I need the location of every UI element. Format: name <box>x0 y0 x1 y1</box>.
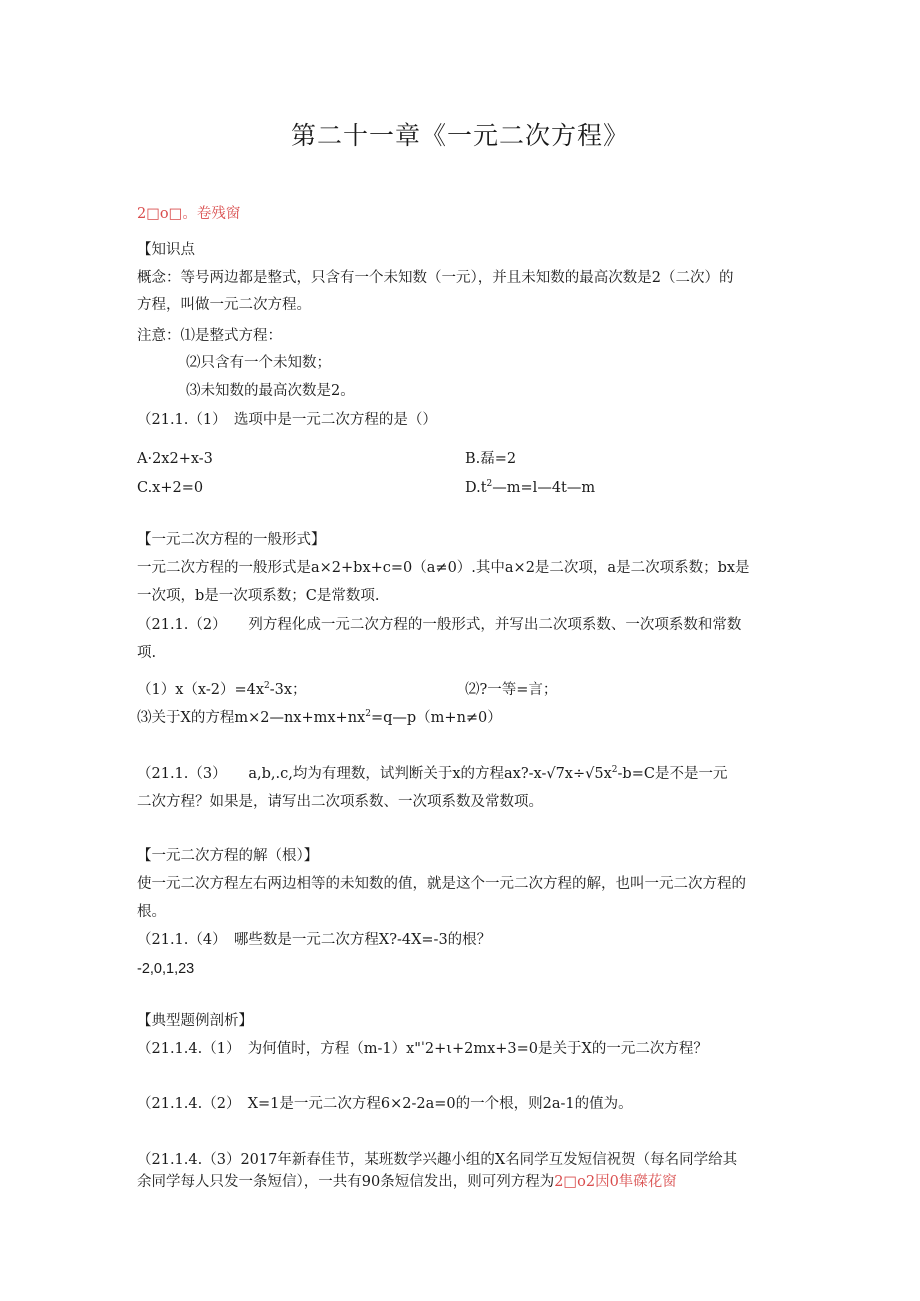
question-2-line-1: （21.1.（2） 列方程化成一元二次方程的一般形式，并写出二次项系数、一次项系数和常数 <box>137 617 742 633</box>
example-1: （21.1.4.（1） 为何值时，方程（m-1）x"ˈ2+ι+2mx+3=0是关于X的一元二次方程？ <box>137 1041 708 1057</box>
question-4: （21.1.（4） 哪些数是一元二次方程X?-4X=-3的根？ <box>137 932 492 948</box>
option-d: $D.t^2—m=l—4t—m$ <box>465 479 596 496</box>
question-4-values: -2,0,1,23 <box>137 961 195 977</box>
section-header-roots: 【一元二次方程的解（根）】 <box>137 848 319 864</box>
example-3-line-1: （21.1.4.（3）2017年新春佳节，某班数学兴趣小组的X名同学互发短信祝贺（每名同学给其 <box>137 1152 738 1168</box>
question-2-line-2: 项. <box>137 645 157 661</box>
option-b: B.磊=2 <box>465 451 517 467</box>
section-header-knowledge: 【知识点 <box>137 242 195 258</box>
question-2-part-c: ⑶关于X的方程$m\times 2—nx+mx+nx^2=q—p(m+n\ne 0)$ <box>137 709 502 726</box>
option-c: C.x+2=0 <box>137 480 204 496</box>
question-1: （21.1.（1） 选项中是一元二次方程的是（） <box>137 412 437 428</box>
example-3-line-2: 余同学每人只发一条短信），一共有90条短信发出，则可列方程为2□o2因0隼磔花窗 <box>137 1174 677 1190</box>
note-line-1: 注意：⑴是整式方程： <box>137 328 282 344</box>
question-3-line-1: （21.1.（3） a,b,.c,均为有理数，试判断关于x的方程$ax?-x-√7x\div√5x^2-b=C$是不是一元 <box>137 765 728 782</box>
question-3-line-2: 二次方程？如果是，请写出二次项系数、一次项系数及常数项。 <box>137 794 543 810</box>
concept-line-2: 方程，叫做一元二次方程。 <box>137 297 311 313</box>
question-2-part-a: $(1)x(x-2)=4x^2-3x$； <box>137 681 307 698</box>
page-title: 第二十一章《一元二次方程》 <box>290 121 629 150</box>
watermark-inline: 2□o2因0隼磔花窗 <box>554 1174 677 1190</box>
note-line-2: ⑵只含有一个未知数； <box>186 355 331 371</box>
roots-def-line-1: 使一元二次方程左右两边相等的未知数的值，就是这个一元二次方程的解，也叫一元二次方程的 <box>137 876 746 892</box>
general-form-line-2: 一次项，b是一次项系数；C是常数项. <box>137 588 380 604</box>
section-header-examples: 【典型题例剖析】 <box>137 1013 253 1029</box>
example-2: （21.1.4.（2） X=1是一元二次方程6×2-2a=0的一个根，则2a-1的值为。 <box>137 1096 633 1112</box>
section-header-general-form: 【一元二次方程的一般形式】 <box>137 532 326 548</box>
general-form-line-1: 一元二次方程的一般形式是a×2+bx+c=0（a≠0）.其中a×2是二次项，a是二次项系数；bx是 <box>137 560 750 576</box>
question-2-part-b: ⑵?一等=言； <box>465 682 558 698</box>
roots-def-line-2: 根。 <box>137 904 166 920</box>
option-a: A·2x2+x-3 <box>137 451 213 467</box>
watermark-text: 2□o□。卷残窗 <box>137 206 241 222</box>
concept-line-1: 概念：等号两边都是整式，只含有一个未知数（一元），并且未知数的最高次数是2（二次）的 <box>137 270 734 286</box>
note-line-3: ⑶未知数的最高次数是2。 <box>186 383 355 399</box>
